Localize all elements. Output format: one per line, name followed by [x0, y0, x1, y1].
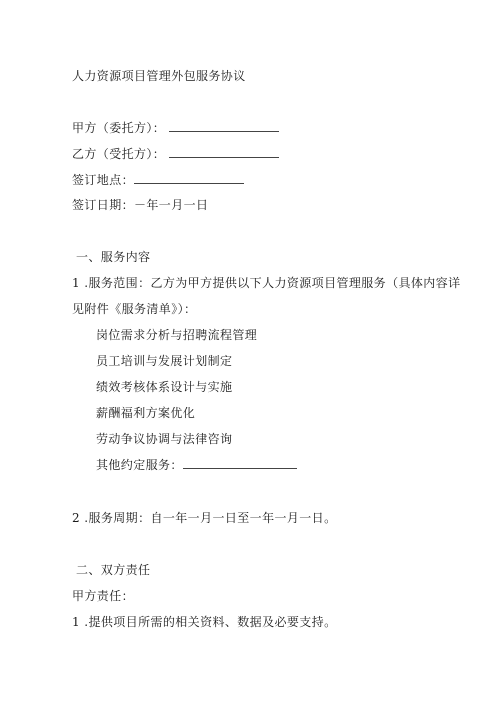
service-item: 员工培训与发展计划制定: [96, 354, 233, 368]
service-item: 绩效考核体系设计与实施: [96, 380, 233, 394]
party-a-blank[interactable]: [169, 119, 279, 132]
sign-place-blank[interactable]: [134, 171, 244, 184]
service-item: 薪酬福利方案优化: [96, 406, 196, 420]
section1-heading: 一、服务内容: [76, 250, 151, 264]
party-a-row: [72, 119, 279, 136]
party-b-row: [72, 145, 279, 162]
party-b-label: 乙方（受托方）：: [72, 147, 166, 161]
party-a-responsibility-label: 甲方责任：: [72, 589, 135, 603]
section2-item1: 1 .提供项目所需的相关资料、数据及必要支持。: [72, 615, 337, 629]
sign-date: 签订日期：－年一月一日: [72, 198, 209, 212]
section1-item2: 2 .服务周期：自一年一月一日至一年一月一日。: [72, 511, 337, 525]
party-a-label: 甲方（委托方）：: [72, 121, 166, 135]
sign-place-row: [72, 171, 244, 188]
service-item: 劳动争议协调与法律咨询: [96, 432, 233, 446]
section2-heading: 二、双方责任: [76, 563, 151, 577]
other-services-label: 其他约定服务：: [96, 458, 183, 472]
sign-place-label: 签订地点：: [72, 173, 135, 187]
service-item: 岗位需求分析与招聘流程管理: [96, 328, 258, 342]
document-title: 人力资源项目管理外包服务协议: [72, 69, 246, 83]
party-b-blank[interactable]: [169, 145, 279, 158]
section1-item1-line1: 1 .服务范围：乙方为甲方提供以下人力资源项目管理服务（具体内容详: [72, 276, 461, 290]
section1-item1-line2: 见附件《服务清单》）：: [72, 302, 197, 316]
other-services-blank[interactable]: [183, 456, 297, 469]
other-services-row: [96, 456, 297, 473]
